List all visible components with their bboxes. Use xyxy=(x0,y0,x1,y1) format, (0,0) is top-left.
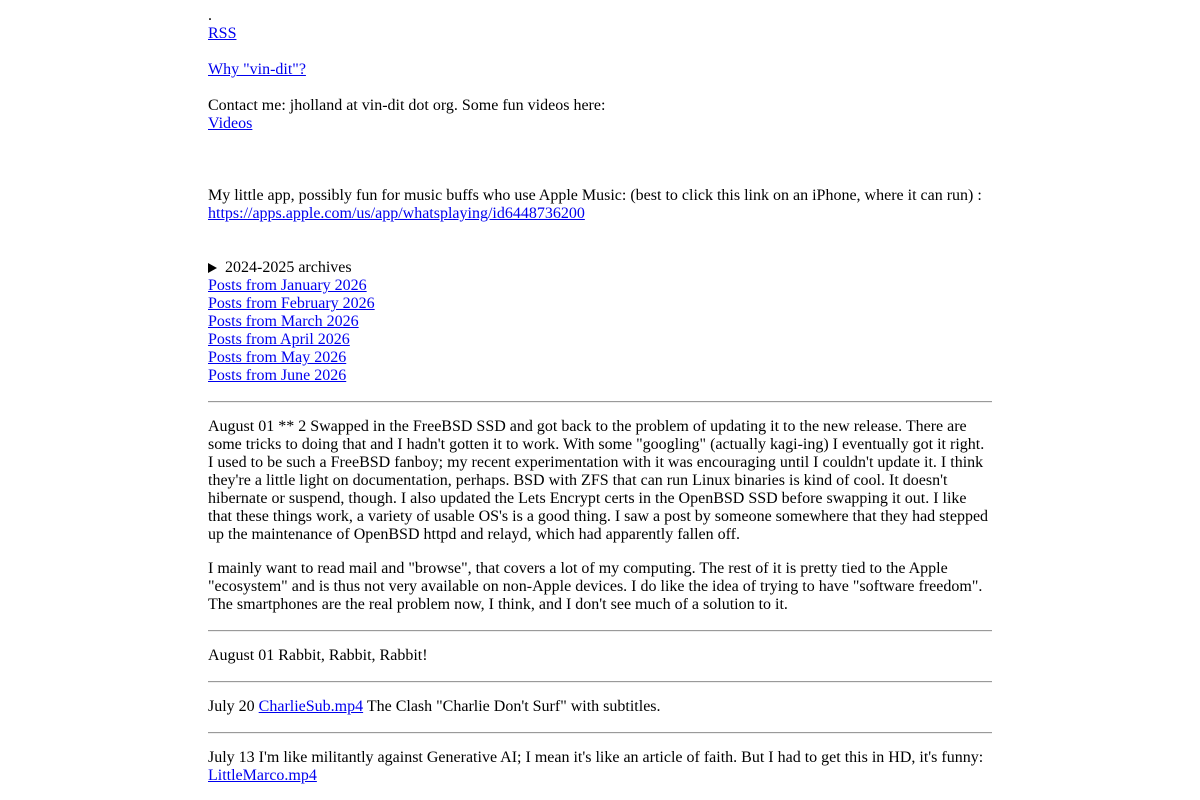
archive-link-apr-2026[interactable]: Posts from April 2026 xyxy=(208,331,350,348)
post-paragraph: I mainly want to read mail and "browse", that covers a lot of my computing. The rest of it is pretty tied to the Apple "ecosystem" and is thus not very available on non-Apple devices. I do like the idea of trying to have "software freedom". The smartphones are the real problem now, I think, and I don't see much of a solution to it. xyxy=(208,560,983,613)
post-text: July 13 I'm like militantly against Generative AI; I mean it's like an article of faith. But I had to get this in HD, it's funny: xyxy=(208,749,984,766)
post-date: July 20 xyxy=(208,698,255,715)
videos-link[interactable]: Videos xyxy=(208,115,253,132)
rss-link[interactable]: RSS xyxy=(208,25,237,42)
archives-summary[interactable] xyxy=(208,259,992,277)
post-jul13 xyxy=(208,749,992,785)
app-promo-text: My little app, possibly fun for music buffs who use Apple Music: (best to click this link on an iPhone, where it can run) : xyxy=(208,187,982,204)
archives-summary-label: 2024-2025 archives xyxy=(225,259,352,276)
why-vin-dit-link[interactable]: Why "vin-dit"? xyxy=(208,61,306,78)
post-jul20 xyxy=(208,698,992,716)
divider xyxy=(208,681,992,683)
app-store-link[interactable]: https://apps.apple.com/us/app/whatsplaying/id6448736200 xyxy=(208,205,585,222)
archive-link-jan-2026[interactable]: Posts from January 2026 xyxy=(208,277,367,294)
divider xyxy=(208,401,992,403)
post-aug01-rabbit: August 01 Rabbit, Rabbit, Rabbit! xyxy=(208,647,428,664)
disclosure-triangle-icon xyxy=(208,263,217,273)
divider xyxy=(208,630,992,632)
archive-link-feb-2026[interactable]: Posts from February 2026 xyxy=(208,295,375,312)
page xyxy=(208,0,992,785)
little-marco-video-link[interactable]: LittleMarco.mp4 xyxy=(208,767,317,784)
post-paragraph: August 01 ** 2 Swapped in the FreeBSD SSD and got back to the problem of updating it to the new release. There are some tricks to doing that and I hadn't gotten it to work. With some "googling" (actually kagi-ing) I eventually got it right. I used to be such a FreeBSD fanboy; my recent experimentation with it was encouraging until I couldn't update it. I think they're a little light on documentation, perhaps. BSD with ZFS that can run Linux binaries is kind of cool. It doesn't hibernate or suspend, though. I also updated the Lets Encrypt certs in the OpenBSD SSD before swapping it out. I like that these things work, a variety of usable OS's is a good thing. I saw a post by someone somewhere that they had stepped up the maintenance of OpenBSD httpd and relayd, which had apparently fallen off. xyxy=(208,418,989,543)
archive-link-mar-2026[interactable]: Posts from March 2026 xyxy=(208,313,359,330)
post-text: The Clash "Charlie Don't Surf" with subtitles. xyxy=(363,698,661,715)
divider xyxy=(208,732,992,734)
charlie-video-link[interactable]: CharlieSub.mp4 xyxy=(258,698,364,715)
header-dot: . xyxy=(208,7,212,24)
archive-link-jun-2026[interactable]: Posts from June 2026 xyxy=(208,367,347,384)
archive-link-may-2026[interactable]: Posts from May 2026 xyxy=(208,349,347,366)
post-aug01-freebsd xyxy=(208,418,992,614)
contact-text: Contact me: jholland at vin-dit dot org. Some fun videos here: xyxy=(208,97,606,114)
